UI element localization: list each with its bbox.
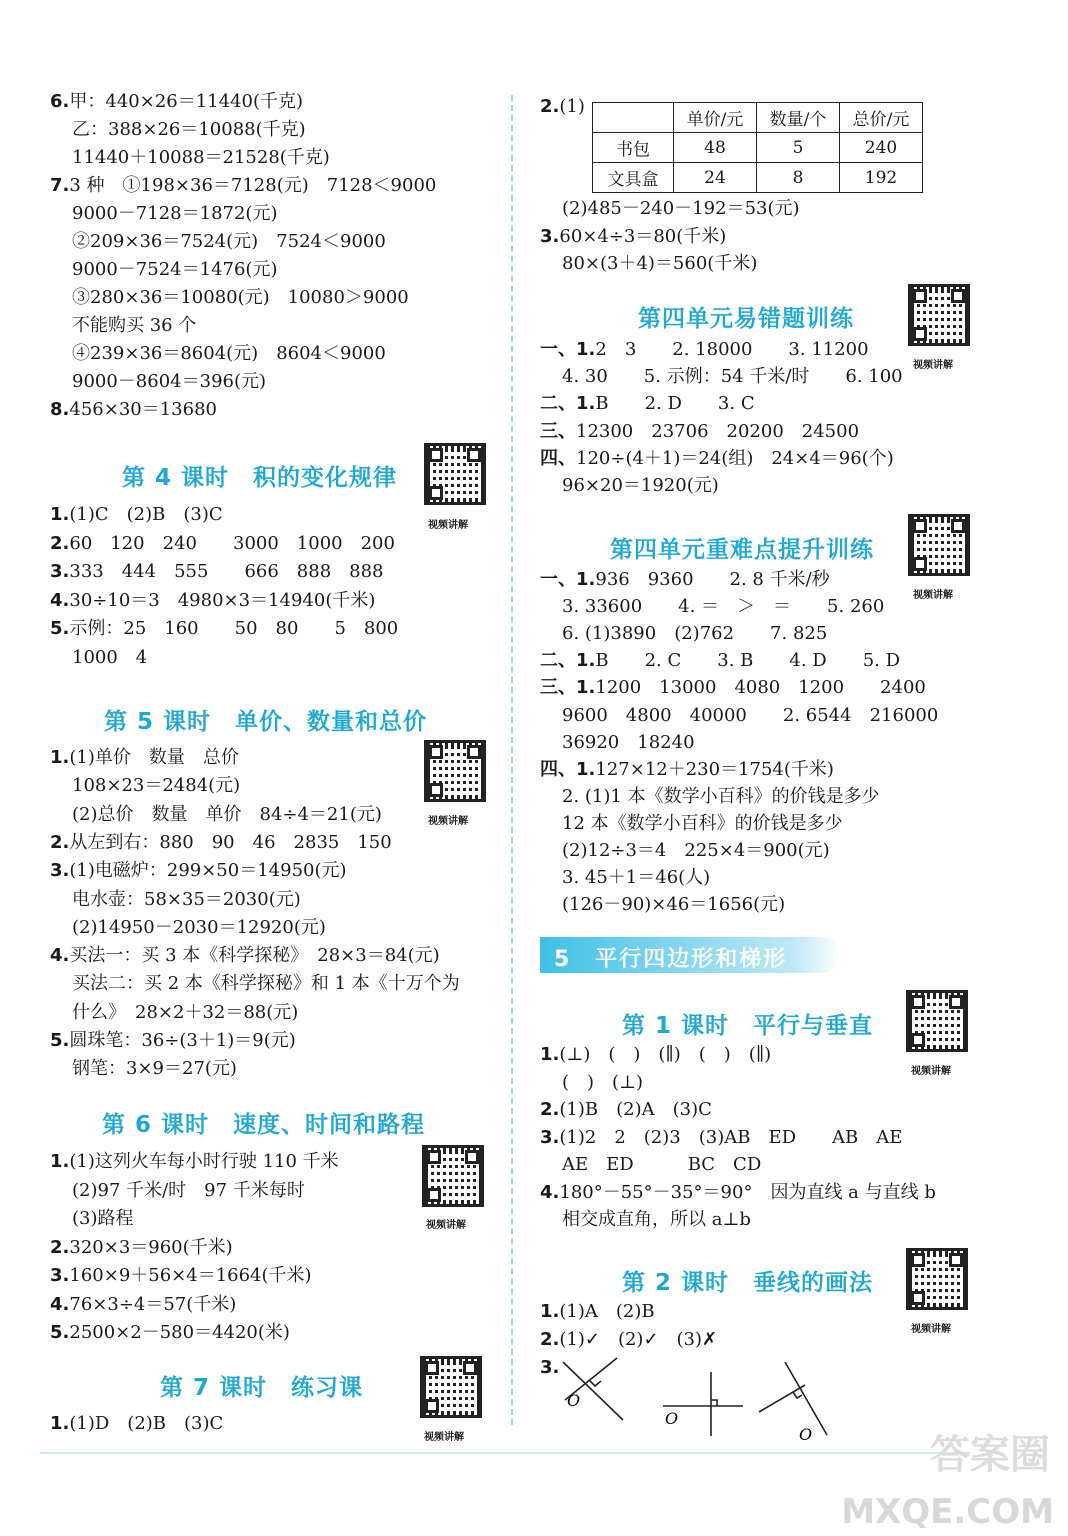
answer-text: 6. (1)3890 (2)762 7. 825	[562, 623, 828, 645]
answer-line	[540, 447, 894, 471]
section-title-lesson4: 第 4 课时 积的变化规律	[122, 465, 398, 491]
question-number: 4.	[50, 945, 70, 967]
qr-code-icon[interactable]	[906, 1248, 968, 1310]
question-number: 2.	[50, 1236, 70, 1258]
qr-label: 视频讲解	[428, 816, 468, 827]
answer-text: (⊥) ( ) (∥) ( ) (∥)	[559, 1044, 772, 1065]
answer-text: 1000 4	[72, 646, 148, 668]
answer-text: 9600 4800 40000 2. 6544 216000	[562, 704, 939, 726]
figure2-right-angle	[711, 1400, 717, 1406]
question-number: 5.	[50, 618, 70, 639]
answer-line	[540, 1181, 936, 1205]
answer-line	[50, 503, 223, 527]
figure3-right-angle	[793, 1392, 802, 1398]
answer-line	[540, 568, 830, 592]
qr-code-icon[interactable]	[424, 740, 486, 802]
answer-line	[562, 731, 695, 755]
question-number: 5.	[50, 1322, 70, 1343]
answer-line	[540, 1328, 717, 1352]
answer-text: B 2. D 3. C	[595, 393, 755, 415]
question-number: 3.	[50, 561, 70, 582]
figure2-label: O	[665, 1409, 679, 1428]
answer-text: (1)2 2 (2)3 (3)AB ED AB AE	[559, 1126, 903, 1148]
answer-text: 9000－7128＝1872(元)	[72, 203, 278, 224]
qr-label: 视频讲解	[428, 520, 468, 531]
answer-text: ③280×36＝10080(元) 10080＞9000	[72, 287, 409, 308]
question-number: 3.	[540, 1126, 560, 1148]
answer-line	[50, 1264, 312, 1288]
figure3-label: O	[799, 1425, 813, 1444]
answer-text: (1)C (2)B (3)C	[69, 504, 223, 525]
answer-line	[562, 812, 843, 836]
table-cell: 8	[757, 163, 840, 193]
question-number: 1.	[540, 1044, 560, 1065]
answer-line	[72, 646, 147, 670]
answer-text: ( ) (⊥)	[562, 1071, 644, 1093]
answer-text: 甲：440×26＝11440(千克)	[69, 91, 304, 112]
question-number: 三、	[540, 420, 576, 442]
answer-text: 12300 23706 20200 24500	[576, 420, 860, 442]
answer-line	[72, 1207, 134, 1231]
answer-line	[562, 839, 830, 863]
answer-line	[72, 1001, 298, 1025]
answer-text: 1200 13000 4080 1200 2400	[595, 677, 926, 699]
answer-text: 60 120 240 3000 1000 200	[69, 532, 395, 554]
table-cell: 48	[674, 133, 757, 163]
answer-text: (1)✓ (2)✓ (3)✗	[559, 1329, 718, 1350]
table-header-cell: 总价/元	[840, 103, 923, 133]
answer-line	[50, 1029, 296, 1053]
table-cell: 书包	[593, 133, 674, 163]
answer-line	[50, 560, 384, 584]
figure1-right-angle	[589, 1380, 601, 1386]
answer-line	[50, 1412, 223, 1436]
answer-text: (2)总价 数量 单价 84÷4＝21(元)	[72, 803, 382, 825]
answer-line	[72, 118, 306, 142]
qr-label: 视频讲解	[426, 1220, 466, 1231]
answer-line	[562, 1153, 761, 1177]
question-number: 1.	[50, 747, 70, 768]
answer-text: (2)97 千米/时 97 千米每时	[72, 1179, 305, 1201]
answer-line	[72, 258, 277, 282]
question-number: 2.	[540, 1329, 560, 1350]
qr-code-icon[interactable]	[908, 284, 970, 346]
answer-text: (2)12÷3＝4 225×4＝900(元)	[562, 840, 830, 861]
answer-line	[72, 888, 301, 912]
answer-text: 不能购买 36 个	[72, 315, 197, 336]
answer-text: (2)14950－2030＝12920(元)	[72, 916, 326, 938]
section-title-lesson7: 第 7 课时 练习课	[160, 1375, 364, 1401]
answer-line	[50, 174, 436, 198]
qr-label: 视频讲解	[911, 1324, 951, 1335]
answer-text: 80×(3＋4)＝560(千米)	[562, 253, 758, 274]
question-2-prefix: 2.(1)	[540, 96, 585, 117]
table-header-row	[593, 103, 923, 133]
answer-line	[540, 420, 859, 444]
watermark-top: 答案圈	[930, 1432, 1050, 1478]
answer-line	[562, 1071, 643, 1095]
qr-code-icon[interactable]	[420, 1356, 482, 1418]
answer-text: 127×12＋230＝1754(千米)	[595, 758, 834, 780]
question-number: 1.	[50, 1413, 70, 1434]
question-number: 一、1.	[540, 339, 596, 360]
answer-line	[50, 532, 395, 556]
answer-line	[72, 916, 326, 940]
answer-text: 买法二：买 2 本《科学探秘》和 1 本《十万个为	[72, 973, 460, 995]
answer-line	[540, 1300, 655, 1324]
answer-text: 3 种 ①198×36＝7128(元) 7128＜9000	[69, 175, 437, 196]
answer-line	[562, 785, 880, 809]
answer-line	[50, 746, 239, 770]
answer-text: 9000－8604＝396(元)	[72, 371, 267, 392]
answer-line	[540, 1126, 902, 1150]
answer-text: 180°－55°－35°＝90° 因为直线 a 与直线 b	[559, 1181, 936, 1203]
answer-text: 示例：25 160 50 80 5 800	[69, 618, 399, 639]
answer-line	[50, 831, 392, 855]
answer-text: 936 9360 2. 8 千米/秒	[595, 569, 830, 590]
answer-text: 320×3＝960(千米)	[69, 1236, 233, 1258]
answer-text: 买法一：买 3 本《科学探秘》 28×3＝84(元)	[69, 945, 440, 967]
answer-text: (1)B (2)A (3)C	[559, 1099, 712, 1120]
answer-text: 76×3÷4＝57(千米)	[69, 1293, 237, 1315]
answer-text: 2. (1)1 本《数学小百科》的价钱是多少	[562, 785, 880, 807]
question-number: 2.	[540, 1099, 560, 1120]
answer-line	[50, 1236, 233, 1260]
question-number: 1.	[540, 1301, 560, 1322]
answer-text: 36920 18240	[562, 731, 695, 753]
table-header-cell	[593, 103, 674, 133]
answer-text: 11440＋10088＝21528(千克)	[72, 147, 330, 168]
answer-line	[50, 90, 303, 114]
question-number: 二、1.	[540, 393, 596, 415]
answer-line	[72, 1179, 305, 1203]
section-title-lesson5: 第 5 课时 单价、数量和总价	[104, 709, 428, 735]
answer-text: 30÷10＝3 4980×3＝14940(千米)	[69, 589, 376, 611]
table-row	[593, 163, 923, 193]
question-number: 四、1.	[540, 758, 596, 780]
table-row	[593, 133, 923, 163]
answer-text: (1)电磁炉：299×50＝14950(元)	[69, 860, 347, 882]
answer-line	[72, 314, 196, 338]
answer-text: 什么》 28×2＋32＝88(元)	[72, 1001, 299, 1023]
section-title-lesson6: 第 6 课时 速度、时间和路程	[102, 1112, 426, 1138]
question-number: 1.	[50, 1151, 70, 1172]
table-cell: 240	[840, 133, 923, 163]
perpendicular-figures	[555, 1350, 845, 1445]
answer-line	[562, 893, 785, 917]
answer-line	[562, 1208, 751, 1232]
answer-line	[562, 474, 719, 498]
answer-text: 456×30＝13680	[69, 399, 217, 420]
answer-text: B 2. C 3. B 4. D 5. D	[595, 650, 901, 672]
qr-label: 视频讲解	[911, 1066, 951, 1077]
watermark-bottom: MXQE.COM	[841, 1492, 1054, 1532]
answer-text: 钢笔：3×9＝27(元)	[72, 1058, 237, 1080]
figure3-perpendicular	[759, 1385, 805, 1412]
question-number: 7.	[50, 175, 70, 196]
answer-line	[562, 622, 827, 646]
qr-code-icon[interactable]	[906, 990, 968, 1052]
answer-text: 9000－7524＝1476(元)	[72, 259, 278, 280]
qr-code-icon[interactable]	[908, 514, 970, 576]
question-number: 3.	[540, 225, 560, 247]
answer-line	[540, 392, 755, 416]
answer-text: 乙：388×26＝10088(千克)	[72, 119, 306, 140]
question-number: 4.	[50, 589, 70, 611]
answer-line	[540, 1098, 712, 1122]
answer-text: 3. 45＋1＝46(人)	[562, 867, 711, 889]
answer-text: 160×9＋56×4＝1664(千米)	[69, 1265, 312, 1286]
answer-text: 12 本《数学小百科》的价钱是多少	[562, 812, 843, 834]
answer-line	[72, 230, 386, 254]
answer-line	[72, 146, 330, 170]
answer-line	[540, 225, 726, 249]
qr-label: 视频讲解	[913, 590, 953, 601]
answer-line	[72, 972, 460, 996]
table-cell: 文具盒	[593, 163, 674, 193]
figure1-label: O	[567, 1391, 581, 1410]
column-divider	[511, 95, 513, 1425]
answer-text: 圆珠笔：36÷(3＋1)＝9(元)	[69, 1030, 296, 1051]
unit-banner: 5 平行四边形和梯形	[540, 937, 840, 973]
answer-line	[50, 1293, 236, 1317]
answer-text: 电水壶：58×35＝2030(元)	[72, 888, 301, 910]
qr-label: 视频讲解	[424, 1432, 464, 1443]
answer-line	[50, 944, 440, 968]
question-number: 3.	[50, 1265, 70, 1286]
question-number: 四、	[540, 447, 576, 469]
table-cell: 24	[674, 163, 757, 193]
question-number: 2.	[50, 831, 70, 853]
answer-text: 相交成直角，所以 a⊥b	[562, 1209, 751, 1230]
answer-line	[50, 859, 347, 883]
answer-line	[72, 1057, 237, 1081]
question-number: 2.	[50, 532, 70, 554]
question-number: 5.	[50, 1030, 70, 1051]
answer-line	[540, 676, 926, 700]
answer-text: (3)路程	[72, 1208, 134, 1229]
answer-text: 108×23＝2484(元)	[72, 775, 241, 797]
answer-line	[72, 202, 277, 226]
answer-text: 2500×2－580＝4420(米)	[69, 1322, 290, 1343]
answer-line	[50, 617, 398, 641]
answer-line	[72, 803, 382, 827]
answer-text: (1)单价 数量 总价	[69, 747, 239, 768]
answer-line	[562, 365, 903, 389]
answer-line	[562, 252, 757, 276]
answer-text: AE ED BC CD	[562, 1154, 762, 1175]
answer-line	[72, 370, 266, 394]
answer-line	[540, 758, 834, 782]
answer-text: 4. 30 5. 示例：54 千米/时 6. 100	[562, 366, 903, 388]
section-title-drawing-perpendicular: 第 2 课时 垂线的画法	[622, 1270, 874, 1296]
question-number: 三、1.	[540, 677, 596, 699]
answer-line	[50, 1150, 339, 1174]
question-number: 4.	[540, 1181, 560, 1203]
answer-line	[50, 1321, 290, 1345]
answer-line	[540, 649, 900, 673]
qr-code-icon[interactable]	[422, 1145, 484, 1207]
section-title-unit4-errors: 第四单元易错题训练	[638, 306, 854, 332]
table-cell: 192	[840, 163, 923, 193]
answer-text: (126－90)×46＝1656(元)	[562, 894, 786, 916]
qr-label: 视频讲解	[913, 360, 953, 371]
answer-line	[540, 338, 869, 362]
answer-line	[562, 866, 710, 890]
answer-line	[72, 774, 240, 798]
question-number: 3.	[540, 1357, 560, 1378]
answer-line	[540, 1043, 771, 1067]
price-table	[592, 102, 923, 193]
question-number: 3.	[50, 860, 70, 882]
answer-text: 从左到右：880 90 46 2835 150	[69, 831, 392, 853]
answer-text: 120÷(4＋1)＝24(组) 24×4＝96(个)	[576, 447, 894, 469]
question-number: 4.	[50, 1293, 70, 1315]
answer-line	[72, 342, 386, 366]
answer-text: ②209×36＝7524(元) 7524＜9000	[72, 231, 386, 252]
qr-code-icon[interactable]	[424, 443, 486, 505]
question-number: 8.	[50, 399, 70, 420]
answer-line	[72, 286, 409, 310]
answer-line	[562, 595, 884, 619]
question-number: 一、1.	[540, 569, 596, 590]
answer-text: (2)485－240－192＝53(元)	[562, 198, 800, 219]
answer-text: 2 3 2. 18000 3. 11200	[595, 339, 869, 360]
answer-text: (1)D (2)B (3)C	[69, 1413, 224, 1434]
section-title-unit4-key: 第四单元重难点提升训练	[610, 537, 874, 563]
question-number: 6.	[50, 91, 70, 112]
answer-text: (1)A (2)B	[559, 1301, 655, 1322]
answer-line	[50, 398, 217, 422]
answer-line	[562, 197, 800, 221]
answer-line	[50, 589, 375, 613]
table-cell: 5	[757, 133, 840, 163]
table-header-cell: 数量/个	[757, 103, 840, 133]
answer-text: 60×4÷3＝80(千米)	[559, 225, 727, 247]
answer-text: 3. 33600 4. ＝ ＞ ＝ 5. 260	[562, 596, 885, 618]
answer-line	[562, 704, 938, 728]
question-number: 1.	[50, 504, 70, 525]
answer-text: 333 444 555 666 888 888	[69, 561, 384, 582]
question-number: 二、1.	[540, 650, 596, 672]
page-bottom-line	[40, 1452, 970, 1454]
section-title-parallel-perpendicular: 第 1 课时 平行与垂直	[622, 1013, 874, 1039]
answer-text: (1)这列火车每小时行驶 110 千米	[69, 1151, 339, 1172]
answer-text: ④239×36＝8604(元) 8604＜9000	[72, 343, 386, 364]
table-header-cell: 单价/元	[674, 103, 757, 133]
answer-text: 96×20＝1920(元)	[562, 475, 719, 496]
